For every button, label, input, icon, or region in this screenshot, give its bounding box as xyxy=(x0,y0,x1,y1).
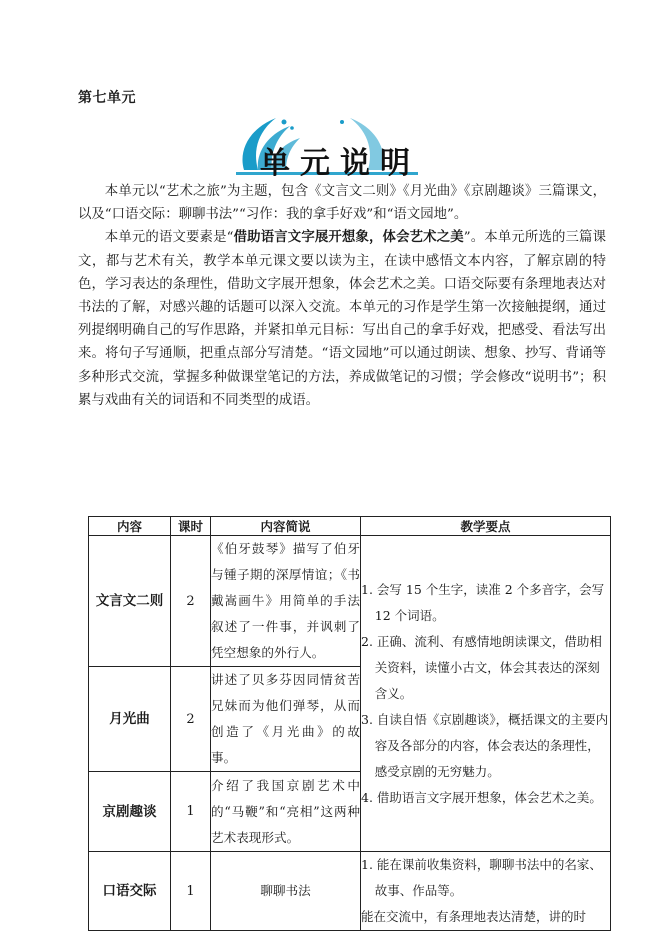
header-summary: 内容简说 xyxy=(211,517,361,536)
lesson-hours: 2 xyxy=(171,536,211,667)
key-point: 3. 自读自悟《京剧趣谈》，概括课文的主要内容及各部分的内容，体会表达的条理性，感受京剧的无穷魅力。 xyxy=(361,711,609,779)
header-hours: 课时 xyxy=(171,517,211,536)
key-point: 4. 借助语言文字展开想象，体会艺术之美。 xyxy=(361,789,602,805)
lesson-name: 京剧趣谈 xyxy=(89,772,171,852)
table-row xyxy=(89,852,611,931)
lesson-hours: 2 xyxy=(171,667,211,772)
banner-title: 单元说明 xyxy=(260,146,420,181)
key-point: 2. 正确、流利、有感情地朗读课文，借助相关资料，读懂小古文，体会其表达的深刻含义。 xyxy=(361,633,602,701)
lesson-hours: 1 xyxy=(171,772,211,852)
key-point: 1. 能在课前收集资料，聊聊书法中的名家、故事、作品等。 xyxy=(361,857,602,898)
lesson-summary: 讲述了贝多芬因同情贫苦兄妹而为他们弹琴，从而创造了《月光曲》的故事。 xyxy=(211,667,361,772)
unit-banner xyxy=(232,114,422,181)
unit-label: 第七单元 xyxy=(78,90,136,106)
lesson-name: 文言文二则 xyxy=(89,536,171,667)
key-element-text: 借助语言文字展开想象，体会艺术之美 xyxy=(233,230,464,246)
lesson-hours: 1 xyxy=(171,852,211,931)
table-row xyxy=(89,536,611,667)
intro-paragraph-2 xyxy=(78,226,606,412)
intro-text: 本单元的语文要素是“ xyxy=(104,230,234,246)
key-point: 能在交流中，有条理地表达清楚，讲的时 xyxy=(361,909,587,924)
intro-text: ”。本单元所选的三篇课文，都与艺术有关，教学本单元课文要以读为主，在读中感悟文本内容，了解京剧的特色，学习表达的条理性，借助文字展开想象，体会艺术之美。口语交际要有条理地表达对书法的了解，对感兴趣的话题可以深入交流。本单元的习作是学生第一次接触提纲，通过列提纲明确自己的写作思路，并紧扣单元目标：写出自己的拿手好戏，把感受、看法写出来。将句子写通顺，把重点部分写清楚。“语文园地”可以通过朗读、想象、抄写、背诵等多种形式交流，掌握多种做课堂笔记的方法，养成做笔记的习惯；学会修改“说明书”；积累与戏曲有关的词语和不同类型的成语。 xyxy=(78,230,606,408)
lesson-summary: 介绍了我国京剧艺术中的“马鞭”和“亮相”这两种艺术表现形式。 xyxy=(211,772,361,852)
key-points-group xyxy=(361,536,611,852)
intro-paragraph-1: 本单元以“艺术之旅”为主题，包含《文言文二则》《月光曲》《京剧趣谈》三篇课文，以及“口语交际：聊聊书法”“习作：我的拿手好戏”和“语文园地”。 xyxy=(78,184,606,223)
lesson-summary: 聊聊书法 xyxy=(211,852,361,931)
lesson-summary: 《伯牙鼓琴》描写了伯牙与锺子期的深厚情谊；《书戴嵩画牛》用简单的手法叙述了一件事，并讽刺了凭空想象的外行人。 xyxy=(211,536,361,667)
teaching-plan-table xyxy=(88,516,611,931)
key-point: 1. 会写 15 个生字，读准 2 个多音字，会写 12 个词语。 xyxy=(361,581,605,623)
unit-intro xyxy=(78,180,606,412)
header-key-points: 教学要点 xyxy=(361,517,611,536)
lesson-name: 口语交际 xyxy=(89,852,171,931)
table-header-row xyxy=(89,517,611,536)
lesson-name: 月光曲 xyxy=(89,667,171,772)
key-points-oral xyxy=(361,852,611,931)
header-content: 内容 xyxy=(89,517,171,536)
